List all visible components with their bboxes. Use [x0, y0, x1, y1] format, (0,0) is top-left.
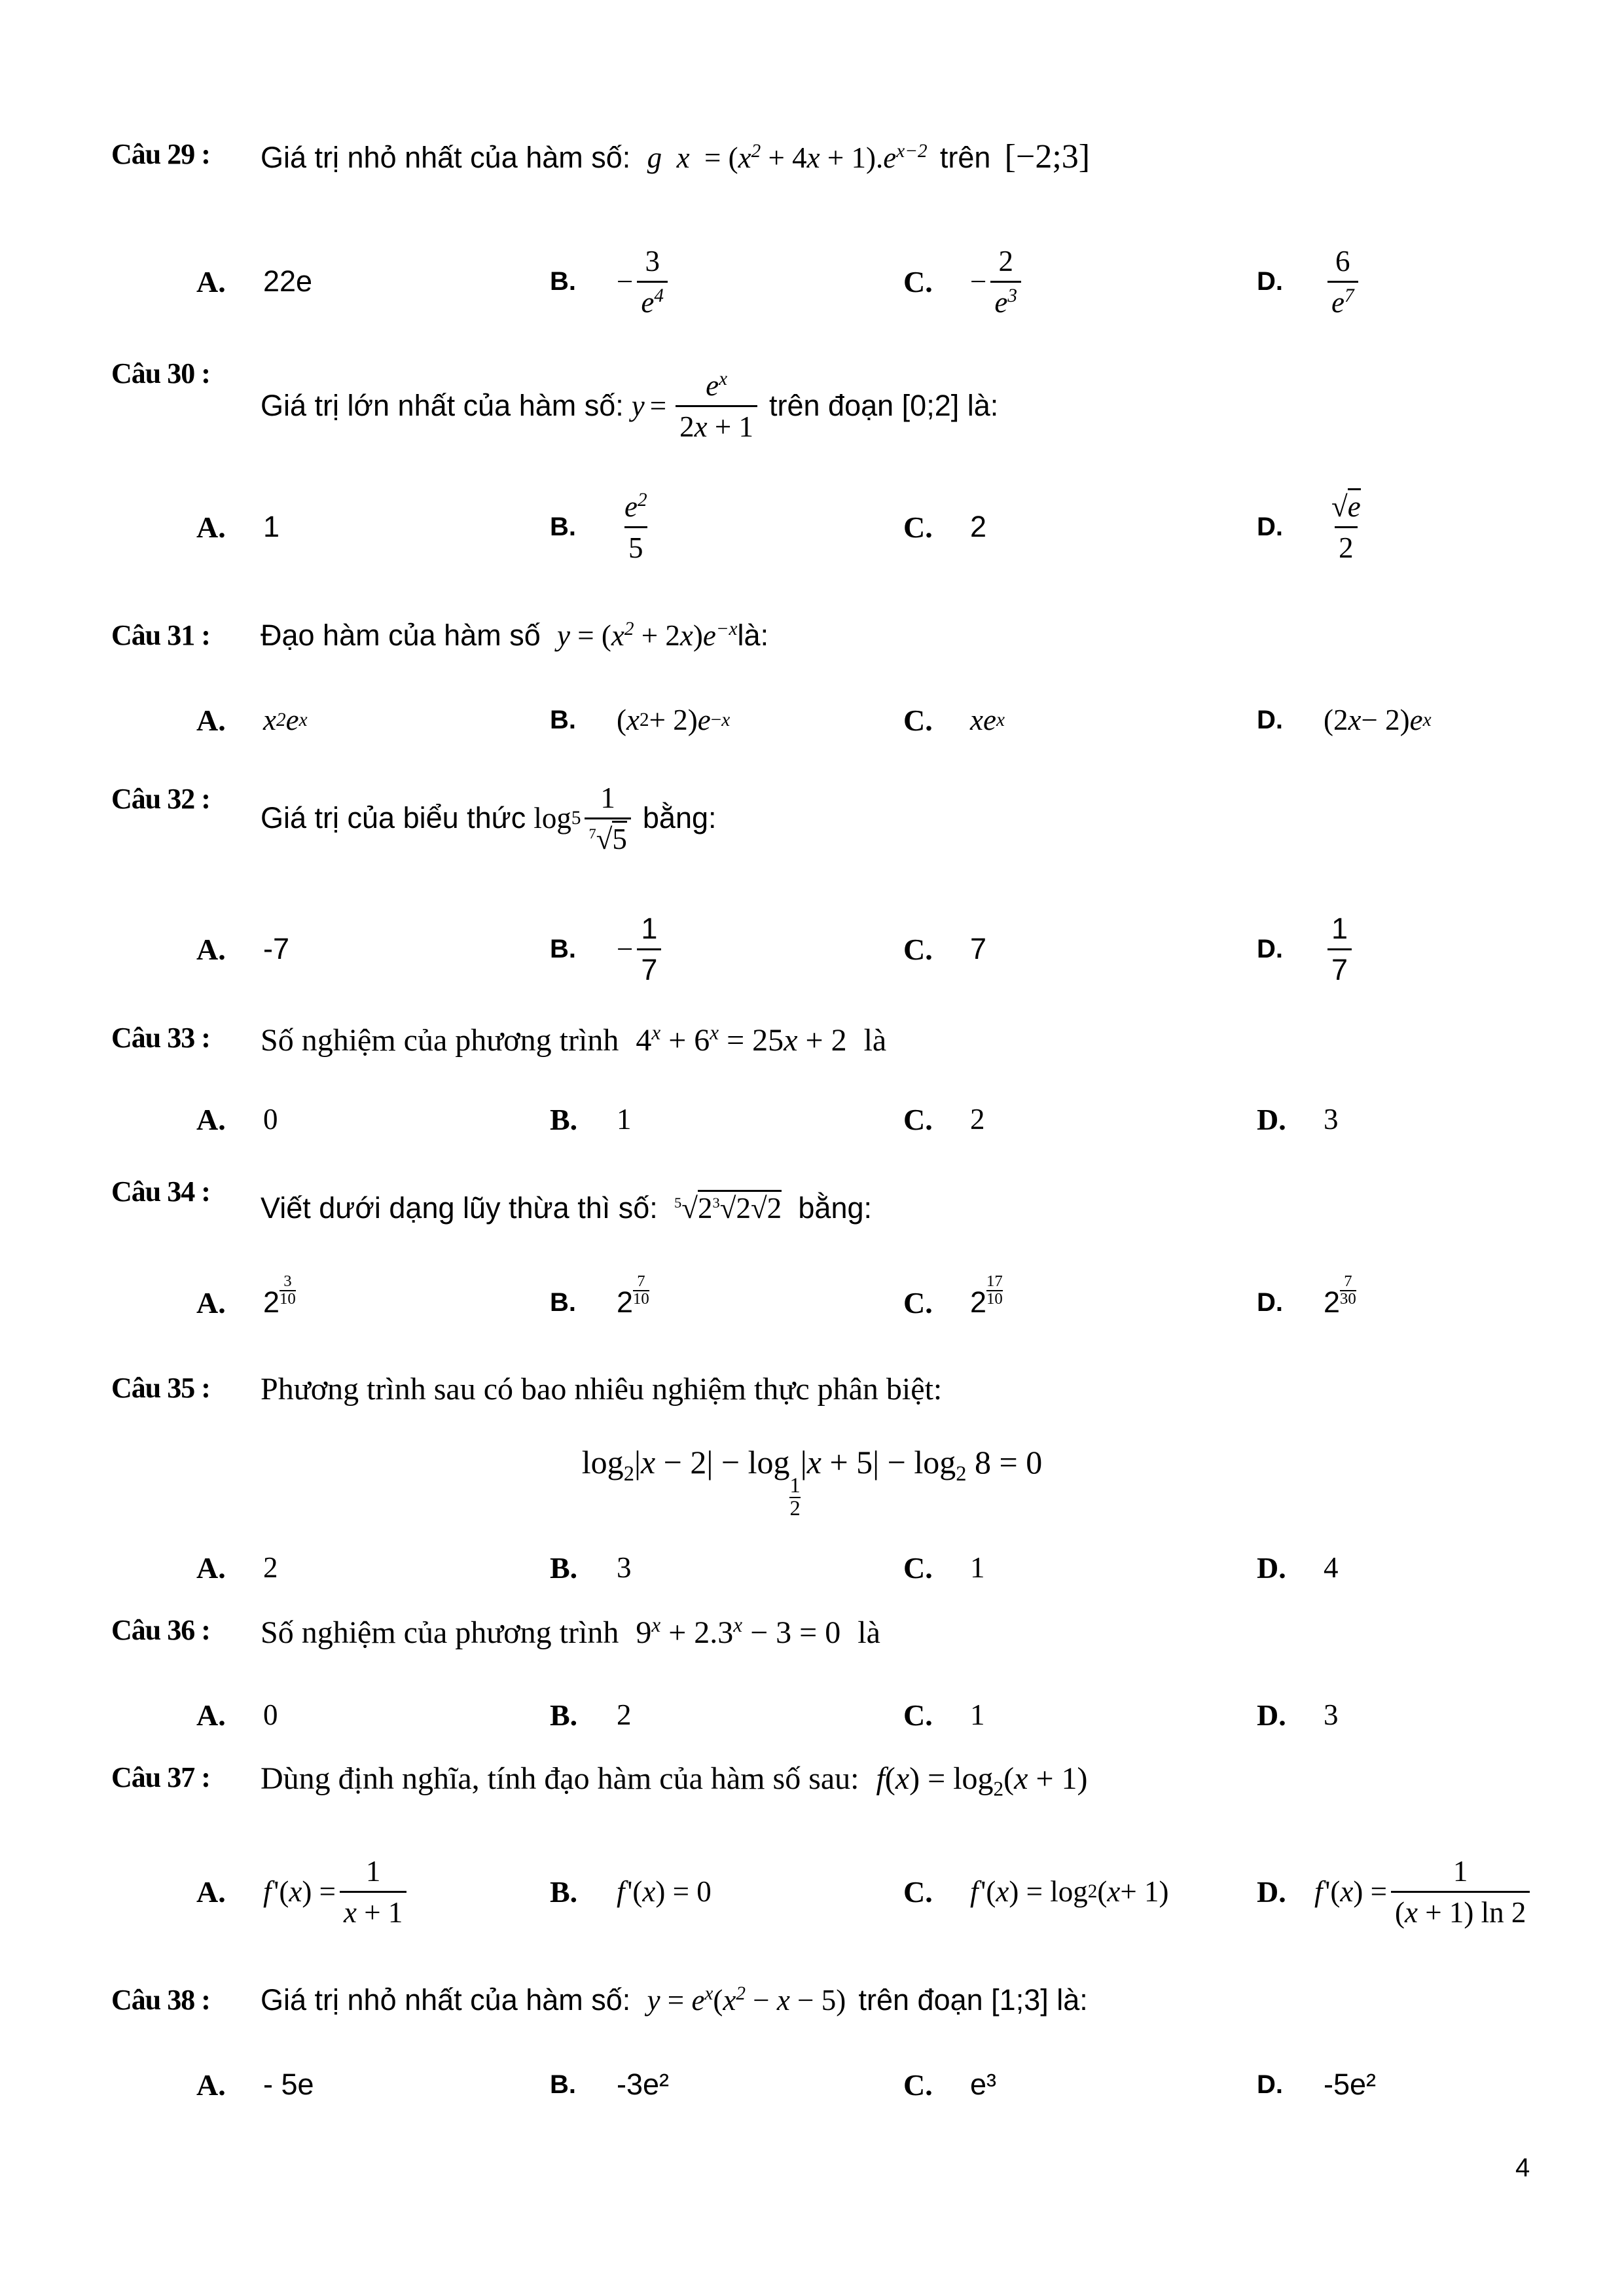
stem-math: g $x = (x^2 + 4x + 1).e^{x-2}$ [647, 141, 928, 174]
question-stem: Giá trị của biểu thức log 5 $\frac{1}{^7√5}$ bằng: [261, 781, 717, 855]
option-a[interactable]: A. 0 [196, 1102, 278, 1136]
question-stem: Đạo hàm của hàm số $y = (x^2$ + $2x)e^{-x}là$: [261, 619, 769, 652]
option-d-math: $\frac{6}{e^7}$ [1324, 244, 1362, 319]
option-c[interactable]: C. 2 $^{17 10}$ [903, 1272, 1003, 1319]
question-label: Câu 31 : [111, 619, 210, 651]
question-label: Câu 32 : [111, 783, 210, 815]
option-a[interactable]: A. 22e [196, 264, 313, 298]
option-d[interactable]: D. -5e² [1257, 2068, 1377, 2101]
option-d-math: (2 x − 2) e x [1324, 704, 1432, 736]
option-b-math: $\frac{e^2}{5}$ [624, 489, 647, 564]
option-a[interactable]: A. 2 $^{3 10}$ [196, 1272, 296, 1319]
option-a[interactable]: A. 2 [196, 1551, 278, 1585]
options-37 [196, 1842, 1571, 1941]
options-36 [196, 1676, 1571, 1754]
stem-math: $y = e^x(x^2 - x - 5)$ [647, 1983, 846, 2017]
option-b-math: 2 $^{7 10}$ [617, 1272, 649, 1319]
stem-math: y = $\frac{e^x}{2x + 1}$ [632, 368, 761, 444]
stem-math: $y = (x^2 + 2x)e^{-x}$ [556, 619, 738, 652]
stem-math: $4^x + 6^x = 25x + 2$ [636, 1021, 847, 1058]
option-c[interactable]: C. e³ [903, 2068, 997, 2102]
option-d[interactable]: D. $\frac{1}{7}$ [1257, 910, 1356, 988]
option-d[interactable]: D. $\frac{√e}{2}$ [1257, 488, 1369, 566]
option-d[interactable]: D. f '( x ) = $\frac{1}{(x + 1) \ln 2}$ [1257, 1842, 1534, 1941]
question-label: Câu 35 : [111, 1372, 210, 1404]
stem-math: log 5 $\frac{1}{^7√5}$ [533, 781, 635, 856]
option-c-math: xe x [970, 704, 1005, 736]
option-b-math: − $\frac{1}{7}$ [617, 912, 665, 987]
question-label: Câu 29 : [111, 138, 210, 170]
option-d-math: $\frac{√e}{2}$ [1324, 490, 1369, 565]
option-b[interactable]: B. 3 [550, 1551, 632, 1585]
equation-35: $\log_2|x - 2| - \log$ $_{\frac{1}{2}}$ $|x + 5| - \log_2 8 = 0$ [581, 1444, 1043, 1520]
question-label: Câu 38 : [111, 1984, 210, 2016]
option-a-math: x 2 e x [263, 704, 308, 736]
option-c[interactable]: C. f '( x ) = log 2 ( x + 1) [903, 1874, 1169, 1909]
stem-math: $^5√2^3√2√2$ [674, 1192, 782, 1225]
option-c-math: − $\frac{2}{e^3}$ [970, 244, 1025, 319]
option-d[interactable]: D. 3 [1257, 1102, 1339, 1136]
option-d-math: 2 $^{7 30}$ [1324, 1272, 1356, 1319]
options-31 [196, 681, 1571, 759]
stem-math: $9^x + 2.3^x - 3 = 0$ [636, 1613, 841, 1650]
option-d-math: $\frac{1}{7}$ [1324, 912, 1356, 987]
question-label: Câu 37 : [111, 1761, 210, 1793]
option-b[interactable]: B. ( x 2 + 2) e −x [550, 704, 731, 736]
option-c-math: 2 $^{17 10}$ [970, 1272, 1003, 1319]
option-b[interactable]: B. 2 [550, 1698, 632, 1732]
option-b[interactable]: B. 1 [550, 1102, 632, 1136]
option-d[interactable]: D. $\frac{6}{e^7}$ [1257, 242, 1362, 321]
option-c[interactable]: C. − $\frac{2}{e^3}$ [903, 242, 1025, 321]
question-stem: Giá trị nhỏ nhất của hàm số: $y = e^x(x^2 - x - 5)$ trên đoạn [1;3] là: [261, 1983, 1088, 2017]
option-d[interactable]: D. 4 [1257, 1551, 1339, 1585]
question-label: Câu 36 : [111, 1614, 210, 1646]
question-stem: Số nghiệm của phương trình $9^x + 2.3^x - 3 = 0$ là [261, 1613, 880, 1650]
option-c-math: f '( x ) = log 2 ( x + 1) [970, 1875, 1169, 1908]
option-c[interactable]: C. xe x [903, 703, 1005, 737]
option-b[interactable]: B. 2 $^{7 10}$ [550, 1272, 649, 1319]
question-stem: Giá trị nhỏ nhất của hàm số: g $x = (x^2 + 4x + 1).e^{x-2}$ trên [−2;3] [261, 138, 1091, 175]
question-label: Câu 30 : [111, 357, 210, 389]
options-34 [196, 1263, 1571, 1342]
option-b-math: f '( x ) = 0 [617, 1875, 712, 1908]
stem-math: $f(x) = \log_2(x + 1)$ [876, 1761, 1088, 1801]
question-label: Câu 34 : [111, 1175, 210, 1208]
options-30 [196, 488, 1571, 579]
option-b[interactable]: B. − $\frac{3}{e^4}$ [550, 242, 672, 321]
option-c[interactable]: C. 7 [903, 932, 987, 966]
option-a-math: f '( x ) = $\frac{1}{x + 1}$ [263, 1854, 410, 1929]
option-d[interactable]: D. (2 x − 2) e x [1257, 704, 1432, 736]
option-b[interactable]: B. f '( x ) = 0 [550, 1874, 712, 1909]
option-b[interactable]: B. $\frac{e^2}{5}$ [550, 488, 655, 566]
option-c[interactable]: C. 1 [903, 1698, 985, 1732]
option-a[interactable]: A. f '( x ) = $\frac{1}{x + 1}$ [196, 1842, 410, 1941]
question-stem: Viết dưới dạng lũy thừa thì số: $^5√2^3√2√2$ bằng: [261, 1191, 873, 1225]
option-a[interactable]: A. x 2 e x [196, 703, 308, 737]
option-c[interactable]: C. 2 [903, 510, 987, 544]
option-a[interactable]: A. 1 [196, 510, 280, 544]
question-stem: Dùng định nghĩa, tính đạo hàm của hàm số sau: $f(x) = \log_2(x + 1)$ [261, 1761, 1088, 1801]
option-a[interactable]: A. - 5e [196, 2068, 314, 2102]
page-number: 4 [1515, 2153, 1530, 2182]
option-b[interactable]: B. -3e² [550, 2068, 670, 2101]
option-c[interactable]: C. 2 [903, 1102, 985, 1136]
option-d[interactable]: D. 3 [1257, 1698, 1339, 1732]
question-stem: Phương trình sau có bao nhiêu nghiệm thực phân biệt: [261, 1372, 943, 1407]
options-33 [196, 1080, 1571, 1158]
question-label: Câu 33 : [111, 1022, 210, 1054]
option-b-math: ( x 2 + 2) e −x [617, 704, 731, 736]
option-d-math: f '( x ) = $\frac{1}{(x + 1) \ln 2}$ [1314, 1854, 1534, 1929]
option-a[interactable]: A. -7 [196, 932, 290, 966]
options-32 [196, 910, 1571, 1001]
option-b-math: − $\frac{3}{e^4}$ [617, 244, 672, 319]
option-a-math: 2 $^{3 10}$ [263, 1272, 296, 1319]
options-35 [196, 1528, 1571, 1607]
options-38 [196, 2045, 1571, 2124]
option-c[interactable]: C. 1 [903, 1551, 985, 1585]
options-29 [196, 242, 1571, 321]
question-stem: Giá trị lớn nhất của hàm số: y = $\frac{e^x}{2x + 1}$ trên đoạn [0;2] là: [261, 368, 999, 443]
option-d[interactable]: D. 2 $^{7 30}$ [1257, 1272, 1356, 1319]
question-stem: Số nghiệm của phương trình $4^x + 6^x = 25x + 2$ là [261, 1021, 887, 1058]
option-a[interactable]: A. 0 [196, 1698, 278, 1732]
option-b[interactable]: B. − $\frac{1}{7}$ [550, 910, 665, 988]
